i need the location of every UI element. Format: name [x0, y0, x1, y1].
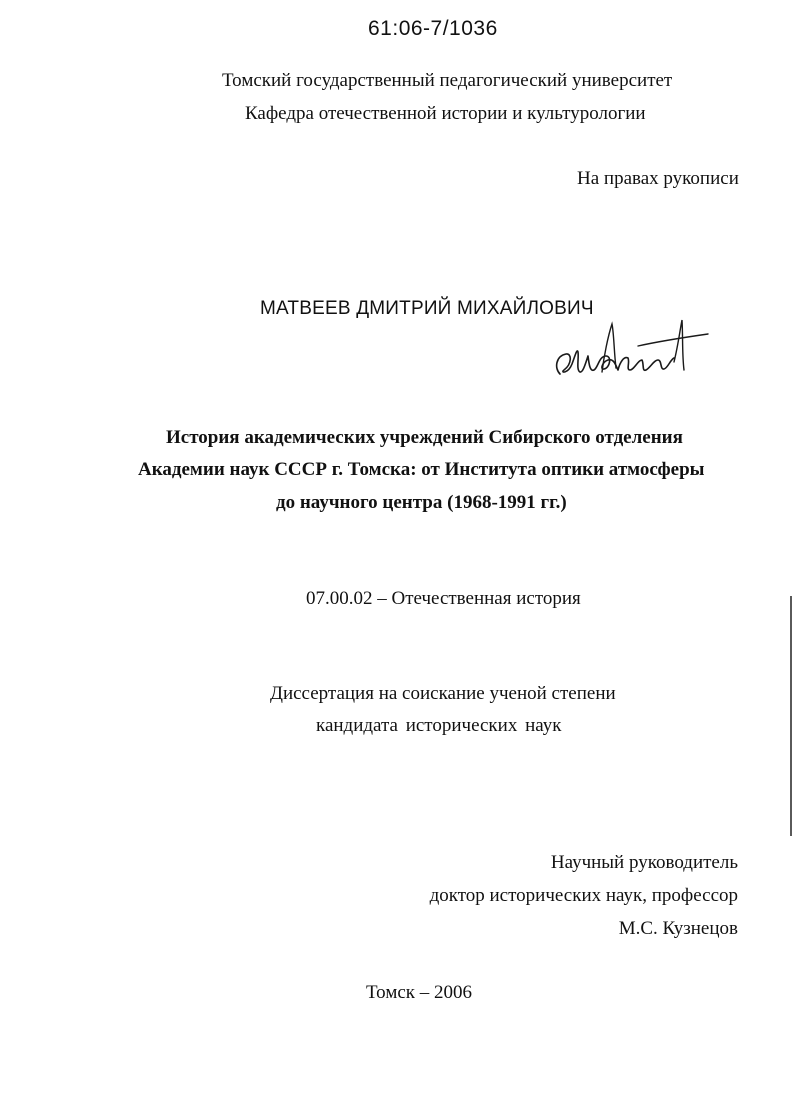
city-year: Томск – 2006 — [366, 982, 473, 1003]
dissertation-title-line-1: История академических учреждений Сибирского отделения — [166, 427, 683, 448]
degree-statement-line-1: Диссертация на соискание ученой степени — [270, 683, 616, 704]
catalog-code: 61:06-7/1036 — [368, 17, 498, 40]
degree-statement-line-2: кандидата исторических наук — [316, 715, 562, 736]
signature-image — [546, 312, 716, 392]
supervisor-title: доктор исторических наук, профессор — [429, 885, 738, 906]
dissertation-title-line-2: Академии наук СССР г. Томска: от Института оптики атмосферы — [138, 459, 705, 480]
supervisor-name: М.С. Кузнецов — [618, 918, 738, 939]
author-name: МАТВЕЕВ ДМИТРИЙ МИХАЙЛОВИЧ — [260, 298, 594, 319]
university-name: Томский государственный педагогический университет — [222, 70, 673, 91]
department-name: Кафедра отечественной истории и культурологии — [245, 103, 646, 124]
supervisor-label: Научный руководитель — [550, 852, 738, 873]
rights-note: На правах рукописи — [577, 168, 739, 189]
dissertation-title-line-3: до научного центра (1968-1991 гг.) — [276, 492, 567, 513]
specialty-code: 07.00.02 – Отечественная история — [306, 588, 581, 609]
